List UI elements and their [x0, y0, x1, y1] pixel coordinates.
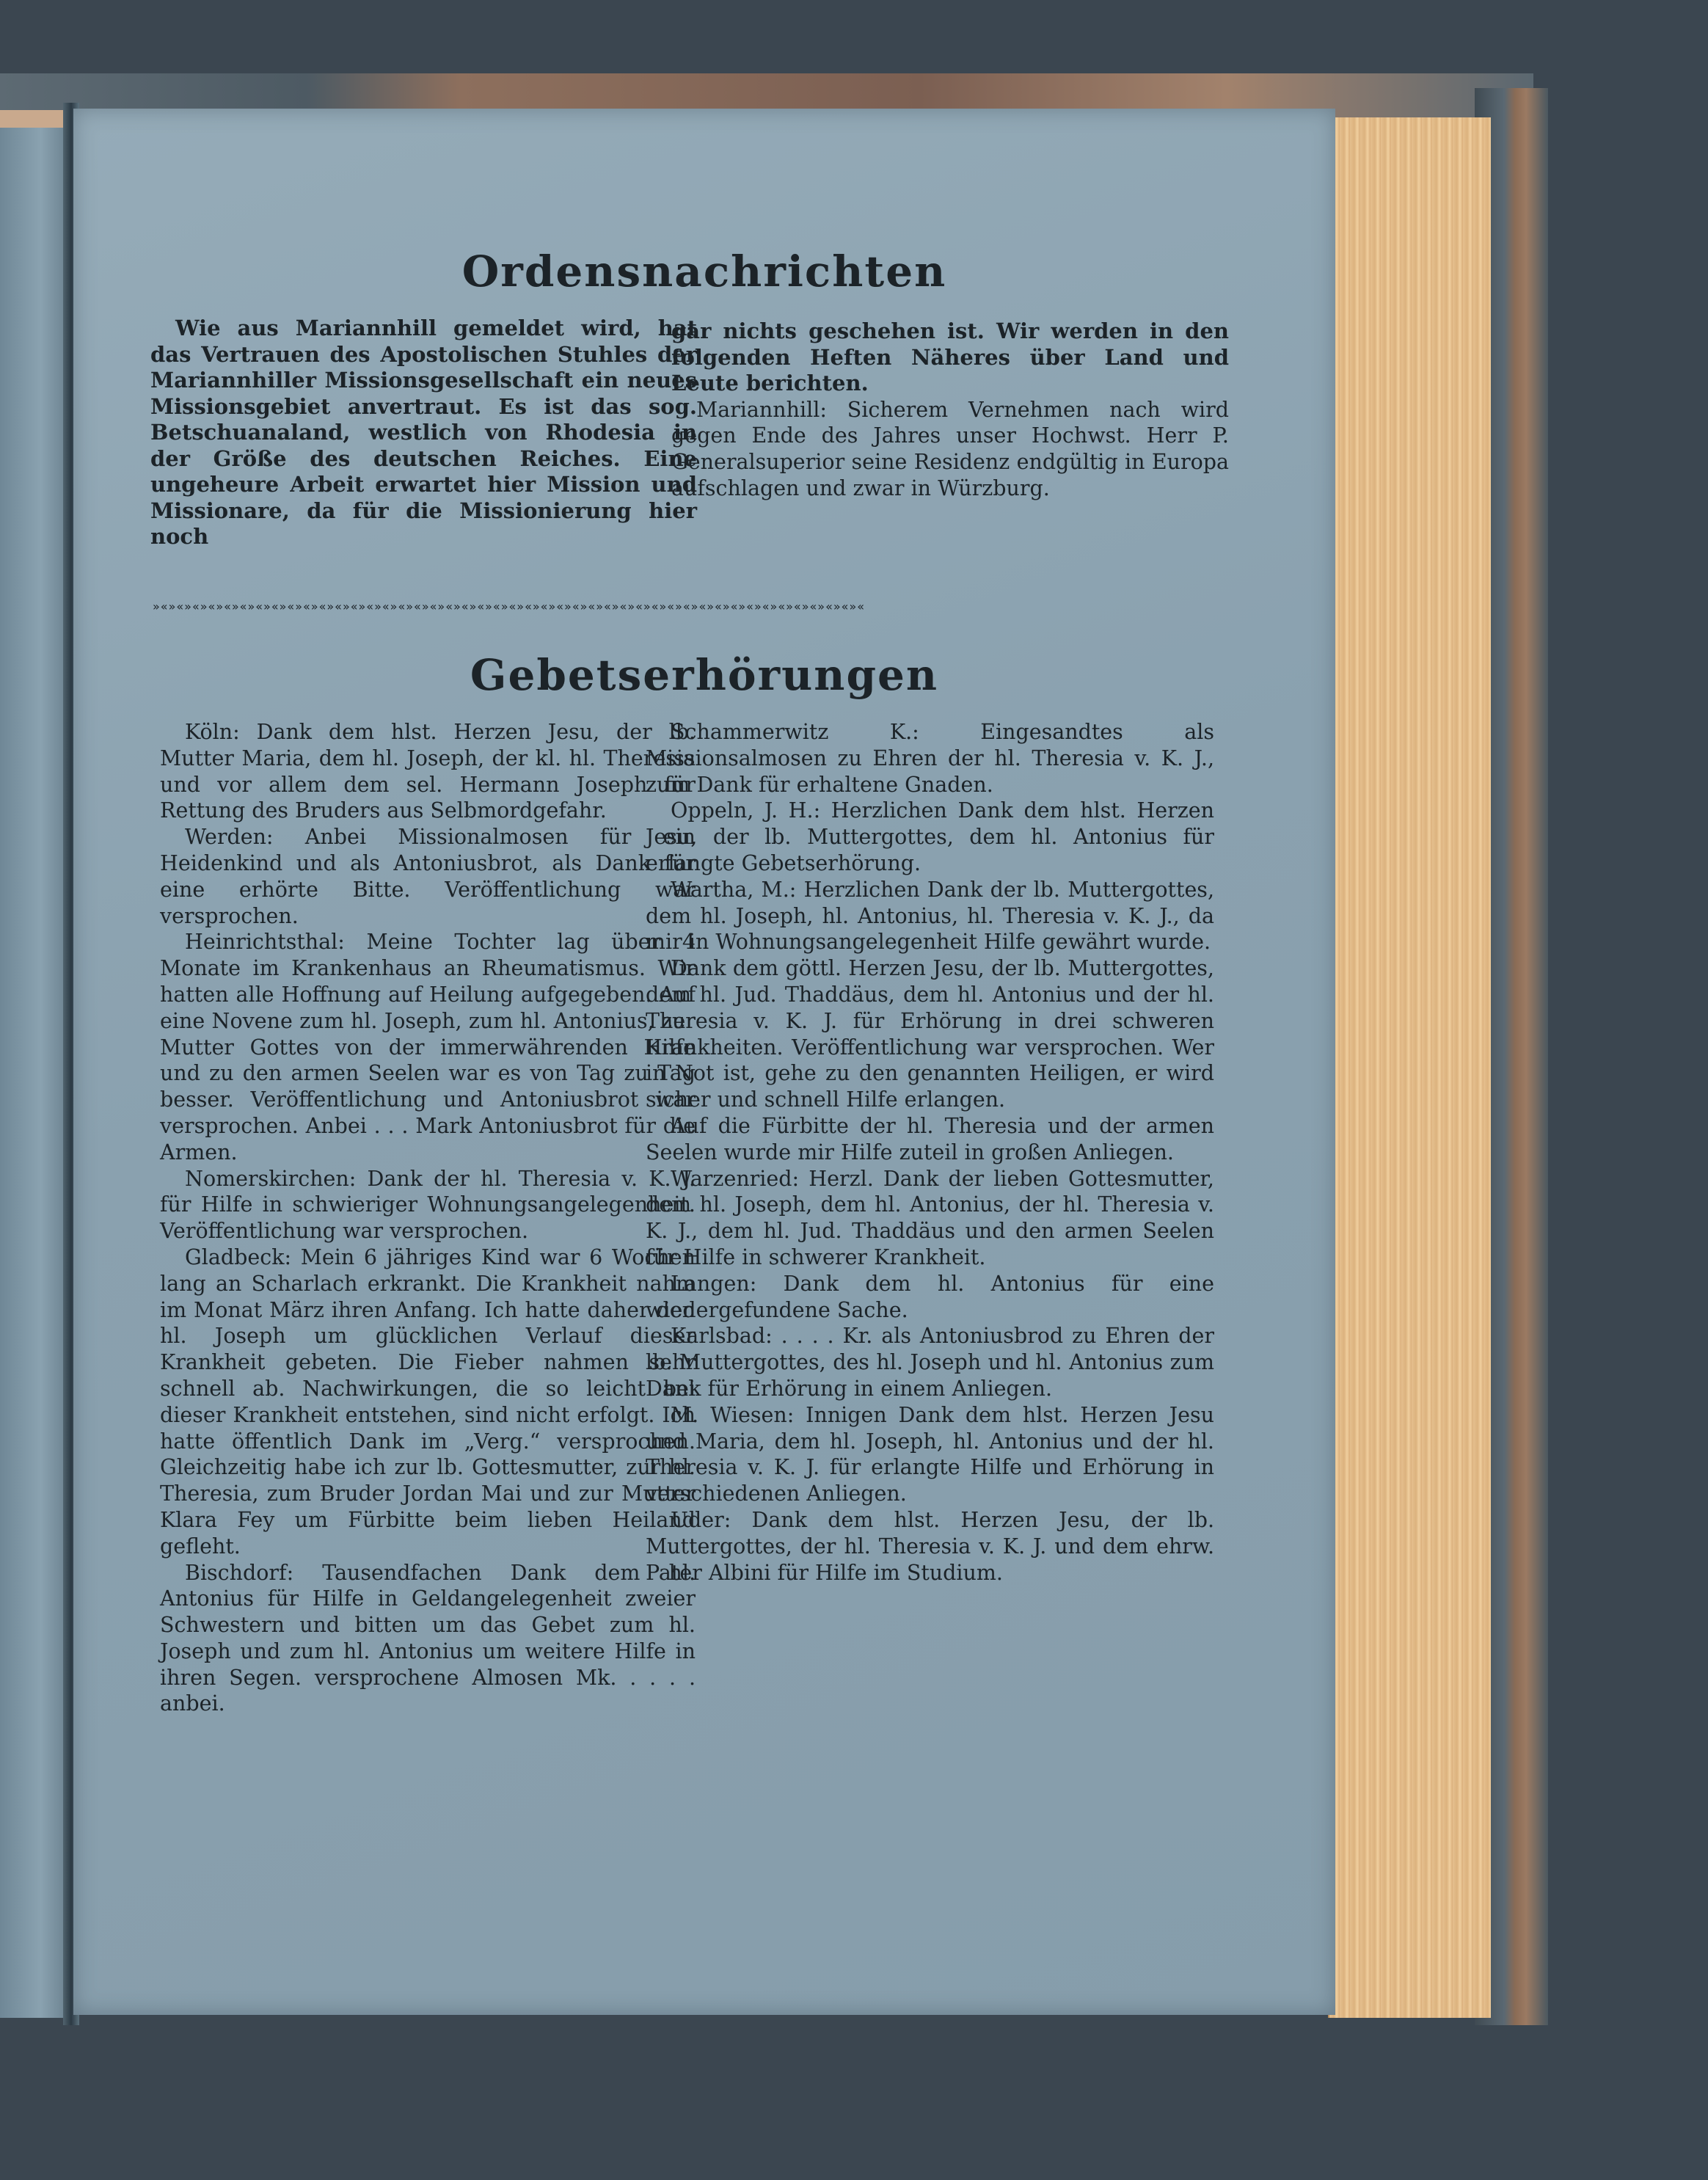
- gebetserhoerungen-column-left: [160, 719, 696, 1717]
- entry-paragraph: Oppeln, J. H.: Herzlichen Dank dem hlst. Herzen Jesu, der lb. Muttergottes, dem hl. Antonius für erlangte Gebetserhörung.: [646, 798, 1214, 875]
- left-page-binding-strip: [0, 110, 67, 128]
- gebetserhoerungen-column-right: [646, 719, 1214, 1586]
- entry-paragraph: Warzenried: Herzl. Dank der lieben Gottesmutter, dem hl. Joseph, dem hl. Antonius, der hl. Theresia v. K. J., dem hl. Jud. Thaddäus und den armen Seelen für Hilfe in schwerer Krankheit.: [646, 1166, 1214, 1269]
- section-title-gebetserhoerungen: Gebetserhörungen: [470, 650, 939, 700]
- entry-paragraph: Nomerskirchen: Dank der hl. Theresia v. K. J. für Hilfe in schwieriger Wohnungsangelegenheit. Veröffentlichung war versprochen.: [160, 1166, 696, 1244]
- entry-paragraph: Langen: Dank dem hl. Antonius für eine wiedergefundene Sache.: [646, 1271, 1214, 1322]
- entry-paragraph: Gladbeck: Mein 6 jähriges Kind war 6 Wochen lang an Scharlach erkrankt. Die Krankheit nahm im Monat März ihren Anfang. Ich hatte daher den hl. Joseph um glücklichen Verlauf dieser Krankheit gebeten. Die Fieber nahmen sehr schnell ab. Nachwirkungen, die so leicht bei dieser Krankheit entstehen, sind nicht erfolgt. Ich hatte öffentlich Dank im „Verg.“ versprochen. Gleichzeitig habe ich zur lb. Gottesmutter, zur hl. Theresia, zum Bruder Jordan Mai und zur Mutter Klara Fey um Fürbitte beim lieben Heiland gefleht.: [160, 1244, 696, 1559]
- ordensnachrichten-paragraph: Wie aus Mariannhill gemeldet wird, hat das Vertrauen des Apostolischen Stuhles der Mariannhiller Missionsgesellschaft ein neues Missionsgebiet anvertraut. Es ist das sog. Betschuanaland, westlich von Rhodesia in der Größe des deutschen Reiches. Eine ungeheure Arbeit erwartet hier Mission und Missionare, da für die Missionierung hier noch: [150, 316, 697, 549]
- ornamental-divider: »«»«»«»«»«»«»«»«»«»«»«»«»«»«»«»«»«»«»«»«»«»«»«»«»«»«»«»«»«»«»«»«»«»«»«»«»«»«»«»«»«»«»«»«»«: [153, 599, 866, 613]
- entry-paragraph: Karlsbad: . . . . Kr. als Antoniusbrod zu Ehren der lb. Muttergottes, des hl. Joseph und hl. Antonius zum Dank für Erhörung in einem Anliegen.: [646, 1324, 1214, 1401]
- entry-paragraph: Dank dem göttl. Herzen Jesu, der lb. Muttergottes, dem hl. Jud. Thaddäus, dem hl. Antonius und der hl. Theresia v. K. J. für Erhörung in drei schweren Krankheiten. Veröffentlichung war versprochen. Wer in Not ist, gehe zu den genannten Heiligen, er wird sicher und schnell Hilfe erlangen.: [646, 956, 1214, 1112]
- entry-paragraph: Auf die Fürbitte der hl. Theresia und der armen Seelen wurde mir Hilfe zuteil in großen Anliegen.: [646, 1113, 1214, 1164]
- entry-paragraph: Schammerwitz K.: Eingesandtes als Missionsalmosen zu Ehren der hl. Theresia v. K. J., zum Dank für erhaltene Gnaden.: [646, 720, 1214, 797]
- entry-paragraph: Werden: Anbei Missionalmosen für ein Heidenkind und als Antoniusbrot, als Dank für eine erhörte Bitte. Veröffentlichung war versprochen.: [160, 825, 696, 928]
- ordensnachrichten-column-right: [671, 318, 1229, 502]
- entry-paragraph: Heinrichtsthal: Meine Tochter lag über 4 Monate im Krankenhaus an Rheumatismus. Wir hatten alle Hoffnung auf Heilung aufgegeben. Auf eine Novene zum hl. Joseph, zum hl. Antonius, zur Mutter Gottes von der immerwährenden Hilfe und zu den armen Seelen war es von Tag zu Tag besser. Veröffentlichung und Antoniusbrot war versprochen. Anbei . . . Mark Antoniusbrot für die Armen.: [160, 930, 696, 1164]
- page: [73, 109, 1335, 2015]
- ordensnachrichten-column-left: [150, 316, 697, 550]
- page-content: [73, 109, 1335, 2015]
- entry-paragraph: Wartha, M.: Herzlichen Dank der lb. Muttergottes, dem hl. Joseph, hl. Antonius, hl. Theresia v. K. J., da mir in Wohnungsangelegenheit Hilfe gewährt wurde.: [646, 877, 1214, 955]
- entry-paragraph: Köln: Dank dem hlst. Herzen Jesu, der lb. Mutter Maria, dem hl. Joseph, der kl. hl. Theresia und vor allem dem sel. Hermann Joseph für Rettung des Bruders aus Selbmordgefahr.: [160, 720, 696, 823]
- entry-paragraph: M. Wiesen: Innigen Dank dem hlst. Herzen Jesu und Maria, dem hl. Joseph, hl. Antonius und der hl. Theresia v. K. J. für erlangte Hilfe und Erhörung in verschiedenen Anliegen.: [646, 1402, 1214, 1506]
- entry-paragraph: Uder: Dank dem hlst. Herzen Jesu, der lb. Muttergottes, der hl. Theresia v. K. J. und dem ehrw. Pater Albini für Hilfe im Studium.: [646, 1507, 1214, 1585]
- section-title-ordensnachrichten: Ordensnachrichten: [461, 247, 947, 296]
- ordensnachrichten-paragraph-continued: gar nichts geschehen ist. Wir werden in den folgenden Heften Näheres über Land und Leute berichten.: [671, 318, 1229, 395]
- page-block-edges: [1328, 117, 1491, 2018]
- entry-paragraph: Bischdorf: Tausendfachen Dank dem hl. Antonius für Hilfe in Geldangelegenheit zweier Schwestern und bitten um das Gebet zum hl. Joseph und zum hl. Antonius um weitere Hilfe in ihren Segen. versprochene Almosen Mk. . . . . anbei.: [160, 1560, 696, 1716]
- ordensnachrichten-paragraph: Mariannhill: Sicherem Vernehmen nach wird gegen Ende des Jahres unser Hochwst. Herr P. Generalsuperior seine Residenz endgültig in Europa aufschlagen und zwar in Würzburg.: [671, 397, 1229, 500]
- left-page-edge: [0, 110, 67, 2018]
